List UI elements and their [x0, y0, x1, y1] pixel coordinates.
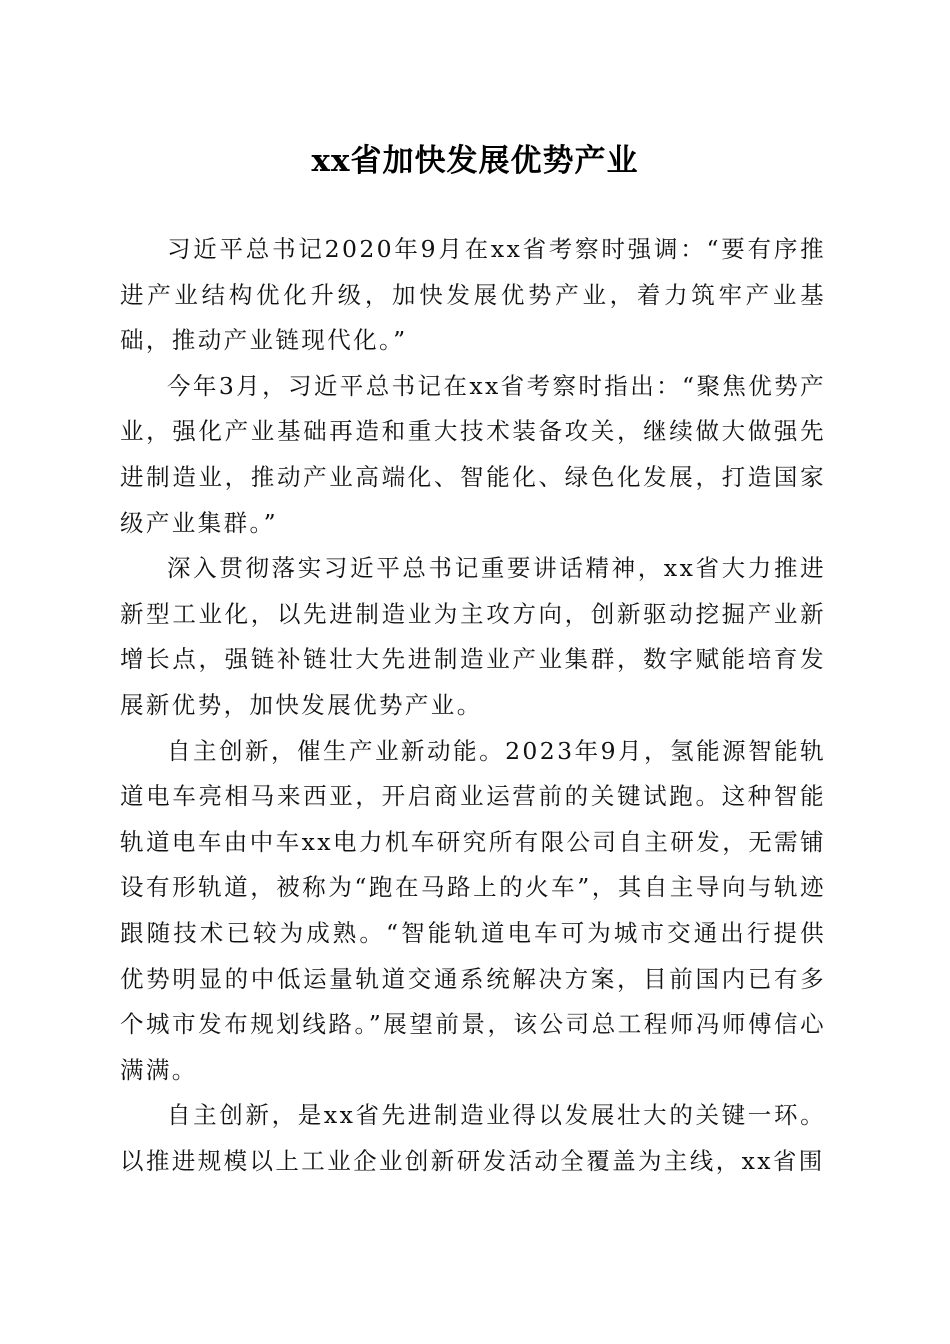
- paragraph-3: 深入贯彻落实习近平总书记重要讲话精神，xx省大力推进新型工业化，以先进制造业为主攻方向，创新驱动挖掘产业新增长点，强链补链壮大先进制造业产业集群，数字赋能培育发展新优势，加快发展优势产业。: [120, 554, 826, 719]
- paragraph-2: 今年3月，习近平总书记在xx省考察时指出：“聚焦优势产业，强化产业基础再造和重大技术装备攻关，继续做大做强先进制造业，推动产业高端化、智能化、绿色化发展，打造国家级产业集群。”: [120, 371, 826, 537]
- paragraph-4: 自主创新，催生产业新动能。2023年9月，氢能源智能轨道电车亮相马来西亚，开启商业运营前的关键试跑。这种智能轨道电车由中车xx电力机车研究所有限公司自主研发，无需铺设有形轨道，被称为“跑在马路上的火车”，其自主导向与轨迹跟随技术已较为成熟。“智能轨道电车可为城市交通出行提供优势明显的中低运量轨道交通系统解决方案，目前国内已有多个城市发布规划线路。”展望前景，该公司总工程师冯师傅信心满满。: [120, 736, 826, 1084]
- document-body: [120, 227, 826, 1184]
- document-title: xx省加快发展优势产业: [311, 143, 639, 179]
- paragraph-5: 自主创新，是xx省先进制造业得以发展壮大的关键一环。以推进规模以上工业企业创新研发活动全覆盖为主线，xx省围: [120, 1101, 826, 1175]
- paragraph-1: 习近平总书记2020年9月在xx省考察时强调：“要有序推进产业结构优化升级，加快发展优势产业，着力筑牢产业基础，推动产业链现代化。”: [120, 235, 826, 355]
